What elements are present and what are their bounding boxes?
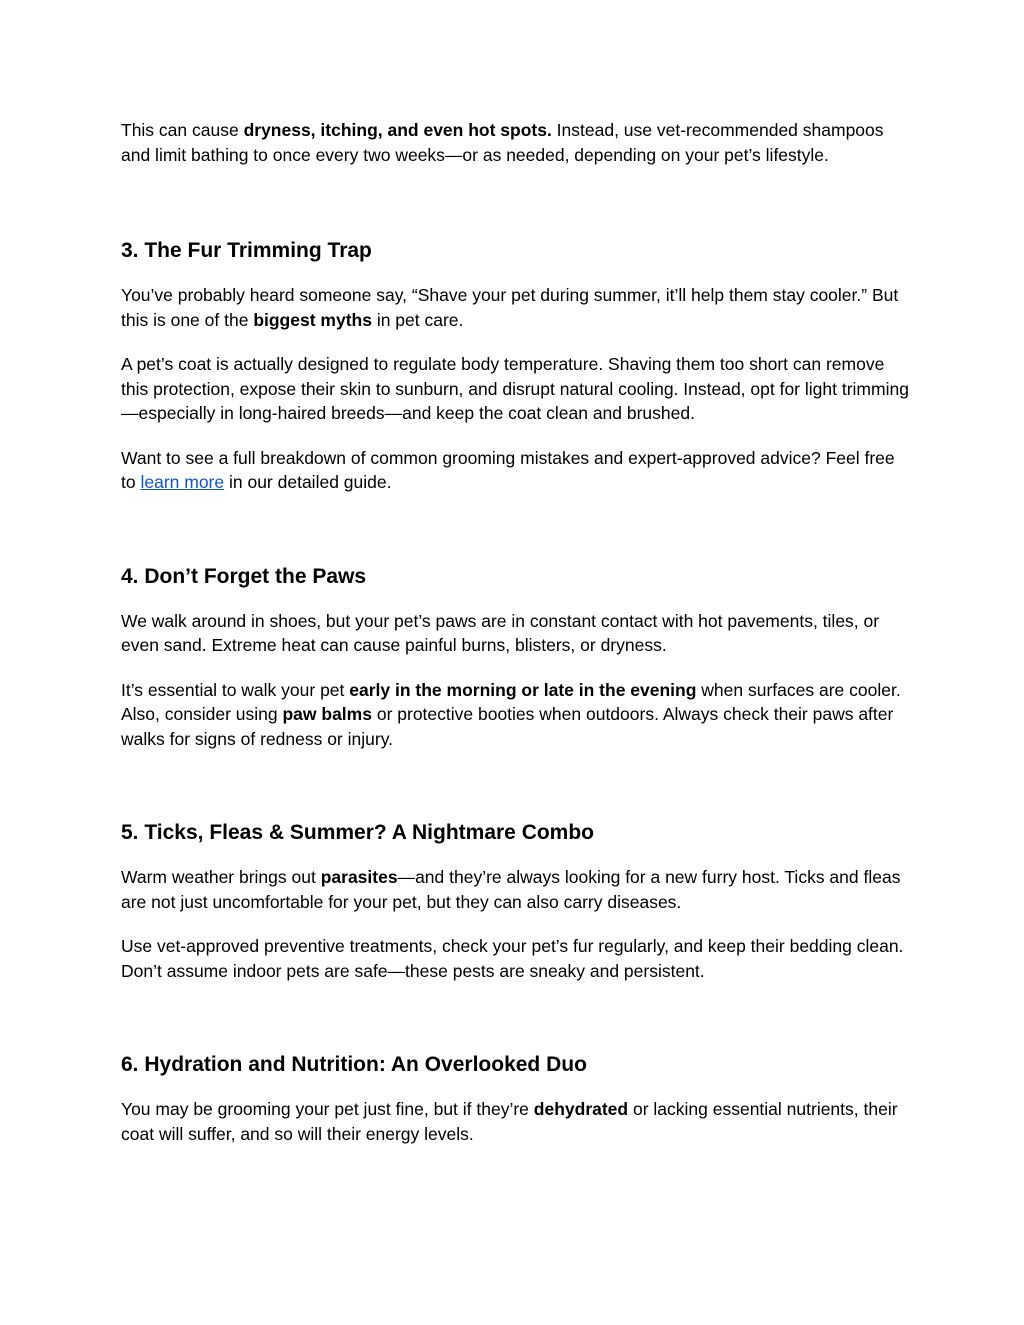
document-page [121,118,911,1146]
section-5-heading: 5. Ticks, Fleas & Summer? A Nightmare Combo [121,821,595,844]
bold-text: parasites [320,867,398,887]
section-4-paragraph-1: We walk around in shoes, but your pet’s paws are in constant contact with hot pavements, tiles, or even sand. Extreme heat can cause painful burns, blisters, or dryness. [121,610,880,655]
text-run: when surfaces are cooler. Also, consider using [121,679,901,724]
text-run: This can cause [121,120,244,140]
text-run: You may be grooming your pet just fine, but if they’re [121,1099,534,1119]
text-run: or protective booties when outdoors. Always check their paws after walks for signs of redness or injury. [121,704,894,749]
section-3-paragraph-3 [121,446,911,495]
text-run: You’ve probably heard someone say, “Shave your pet during summer, it’ll help them stay cooler.” But this is one of the [121,285,899,330]
section-5-paragraph-1 [121,865,911,914]
section-3-paragraph-1 [121,283,911,332]
section-4-heading: 4. Don’t Forget the Paws [121,564,367,588]
bold-text: dryness, itching, and even hot spots. [243,120,552,140]
section-3-paragraph-2: A pet’s coat is actually designed to regulate body temperature. Shaving them too short can remove this protection, expose their skin to sunburn, and disrupt natural cooling. Instead, opt for light trimming—especially in long-haired breeds—and keep the coat clean and brushed. [121,354,909,423]
text-run: Want to see a full breakdown of common grooming mistakes and expert-approved advice? Feel free to [121,447,895,492]
intro-paragraph [121,118,911,167]
text-run: in pet care. [371,309,464,330]
section-5-paragraph-2: Use vet-approved preventive treatments, check your pet’s fur regularly, and keep their bedding clean. Don’t assume indoor pets are safe—these pests are sneaky and persistent. [121,936,904,981]
bold-text: dehydrated [533,1099,629,1119]
bold-text: early in the morning or late in the evening [349,679,697,700]
text-run: Instead, use vet-recommended shampoos and limit bathing to once every two weeks—or as needed, depending on your pet’s lifestyle. [121,120,884,165]
text-run: —and they’re always looking for a new furry host. Ticks and fleas are not just uncomfortable for your pet, but they can also carry diseases. [121,867,901,912]
section-6-paragraph-1 [121,1097,911,1146]
section-3-heading: 3. The Fur Trimming Trap [121,239,372,262]
learn-more-link[interactable]: learn more [140,472,225,492]
section-4-paragraph-2 [121,678,911,752]
bold-text: paw balms [282,704,372,724]
text-run: in our detailed guide. [224,472,392,492]
section-6-heading: 6. Hydration and Nutrition: An Overlooked Duo [121,1053,587,1076]
text-run: It’s essential to walk your pet [121,679,350,700]
bold-text: biggest myths [253,309,372,330]
text-run: or lacking essential nutrients, their coat will suffer, and so will their energy levels. [121,1099,898,1144]
text-run: Warm weather brings out [121,867,321,887]
